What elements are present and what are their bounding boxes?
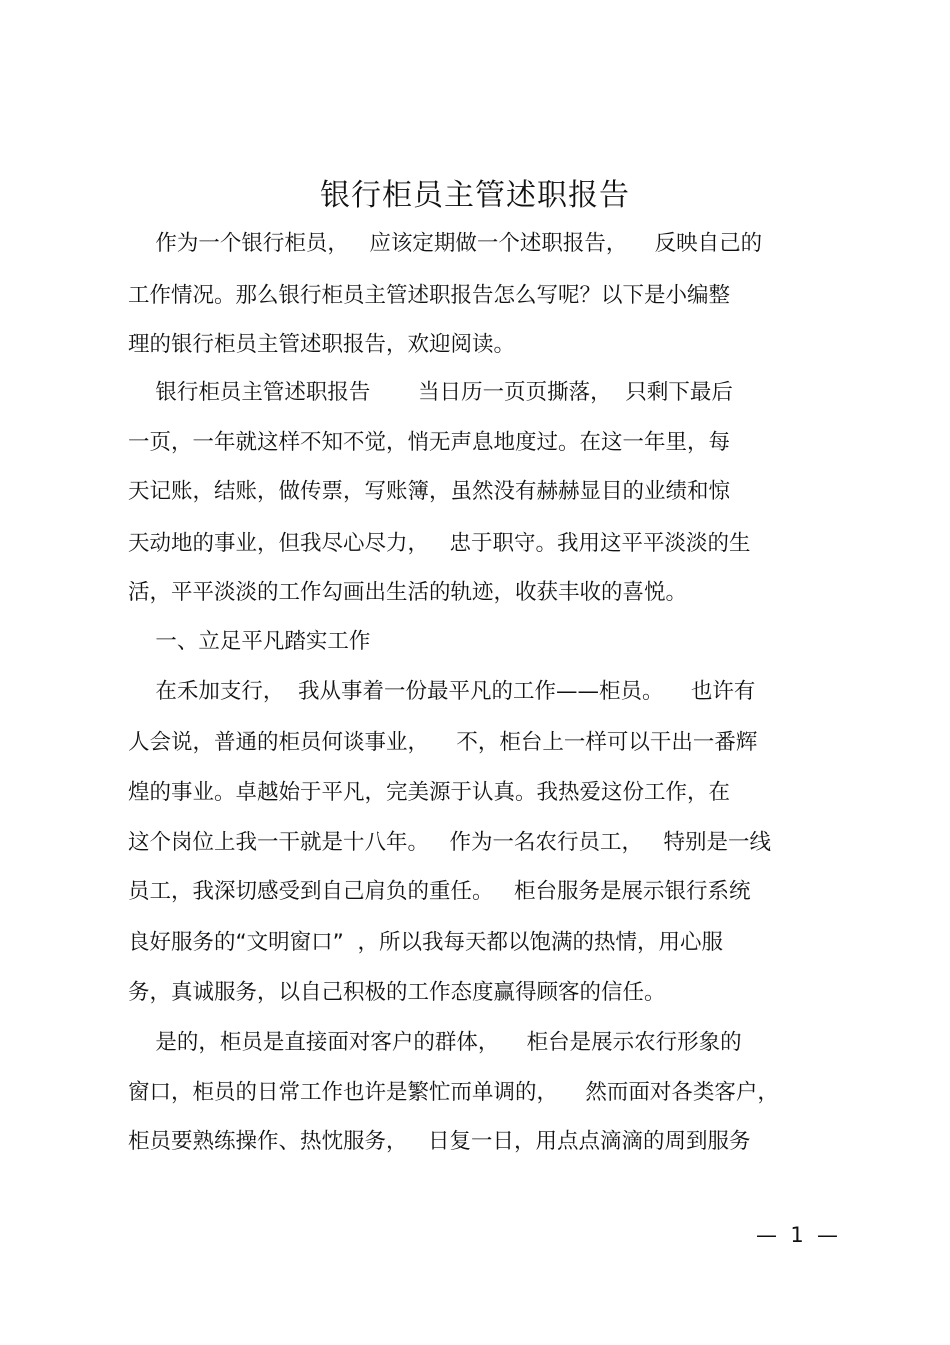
body-line: 这个岗位上我一干就是十八年。 作为一名农行员工， 特别是一线 [128, 830, 772, 855]
section-heading: 一、立足平凡踏实工作 [128, 629, 371, 654]
body-line: 天动地的事业，但我尽心尽力， 忠于职守。我用这平平淡淡的生 [128, 531, 751, 556]
body-line: 在禾加支行， 我从事着一份最平凡的工作——柜员。 也许有 [128, 679, 756, 704]
body-line: 天记账，结账，做传票，写账簿，虽然没有赫赫显目的业绩和惊 [128, 479, 731, 504]
body-line: 活，平平淡淡的工作勾画出生活的轨迹，收获丰收的喜悦。 [128, 580, 688, 605]
body-line: 银行柜员主管述职报告 当日历一页页撕落， 只剩下最后 [128, 380, 733, 405]
page-number: — 1 — [756, 1223, 839, 1247]
body-line: 务，真诚服务，以自己积极的工作态度赢得顾客的信任。 [128, 980, 666, 1005]
body-line: 理的银行柜员主管述职报告，欢迎阅读。 [128, 332, 516, 357]
document-title: 银行柜员主管述职报告 [320, 178, 630, 213]
body-line: 一页，一年就这样不知不觉，悄无声息地度过。在这一年里，每 [128, 430, 731, 455]
body-line: 工作情况。那么银行柜员主管述职报告怎么写呢？以下是小编整 [128, 283, 731, 308]
body-line: 员工，我深切感受到自己肩负的重任。 柜台服务是展示银行系统 [128, 879, 751, 904]
body-line: 柜员要熟练操作、热忱服务， 日复一日，用点点滴滴的周到服务 [128, 1129, 751, 1154]
body-line: 煌的事业。卓越始于平凡，完美源于认真。我热爱这份工作，在 [128, 780, 731, 805]
body-line: 窗口，柜员的日常工作也许是繁忙而单调的， 然而面对各类客户， [128, 1080, 779, 1105]
body-line: 良好服务的“文明窗口” ，所以我每天都以饱满的热情，用心服 [128, 930, 723, 955]
body-line: 作为一个银行柜员， 应该定期做一个述职报告， 反映自己的 [128, 231, 763, 256]
body-line: 人会说，普通的柜员何谈事业， 不，柜台上一样可以干出一番辉 [128, 730, 758, 755]
body-line: 是的，柜员是直接面对客户的群体， 柜台是展示农行形象的 [128, 1030, 742, 1055]
